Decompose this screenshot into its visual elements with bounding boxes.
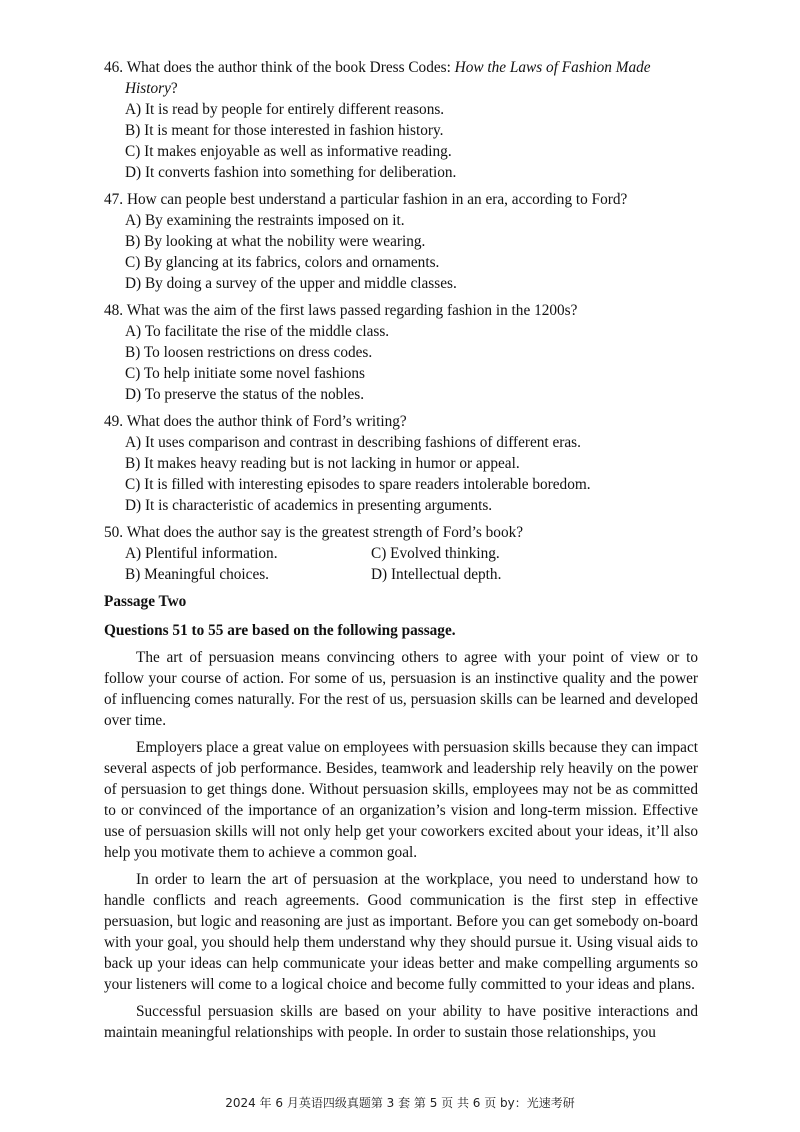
question-48 [104, 300, 698, 405]
question-number: 46. [104, 59, 124, 76]
option-d: D) It converts fashion into something for deliberation. [125, 164, 457, 181]
question-46 [104, 57, 698, 183]
option-c: C) To help initiate some novel fashions [125, 365, 365, 382]
option-c: C) It is filled with interesting episodes to spare readers intolerable boredom. [125, 476, 591, 493]
question-stem: 46. What does the author think of the book Dress Codes: How the Laws of Fashion Made History? [104, 59, 651, 97]
passage-paragraph: In order to learn the art of persuasion at the workplace, you need to understand how to handle conflicts and reach agreements. Good communication is the first step in effective persuasion, but logic and reasoning are just as important. Before you can get somebody on-board with your goal, you should help them understand why they should pursue it. Using visual aids to back up your ideas can help communicate your ideas better and make compelling arguments so your listeners will come to a logical choice and become fully committed to your ideas and plans. [104, 871, 698, 993]
options-list [104, 210, 698, 294]
options-list [104, 321, 698, 405]
option-d: D) By doing a survey of the upper and middle classes. [125, 275, 457, 292]
option-c: C) By glancing at its fabrics, colors and ornaments. [125, 254, 440, 271]
option-a: A) To facilitate the rise of the middle class. [125, 323, 390, 340]
passage-paragraph: Employers place a great value on employees with persuasion skills because they can impact several aspects of job performance. Besides, teamwork and leadership rely heavily on the power of persuasion to get things done. Without persuasion skills, employees may not be as committed to or convinced of the importance of an organization’s vision and long-term mission. Effective use of persuasion skills will not only help get your coworkers excited about your ideas, it’ll also help you motivate them to achieve a common goal. [104, 739, 698, 861]
question-number: 47. [104, 191, 124, 208]
question-stem: 48. What was the aim of the first laws passed regarding fashion in the 1200s? [104, 302, 578, 319]
question-47 [104, 189, 698, 294]
option-b: B) By looking at what the nobility were wearing. [125, 233, 426, 250]
page-footer: 2024 年 6 月英语四级真题第 3 套 第 5 页 共 6 页 by：光速考研 [225, 1096, 575, 1110]
options-list [104, 99, 698, 183]
option-d: D) Intellectual depth. [371, 566, 502, 583]
option-d: D) To preserve the status of the nobles. [125, 386, 365, 403]
option-a: A) By examining the restraints imposed on it. [125, 212, 405, 229]
question-stem: 50. What does the author say is the greatest strength of Ford’s book? [104, 524, 524, 541]
option-b: B) It is meant for those interested in fashion history. [125, 122, 444, 139]
question-stem: 47. How can people best understand a particular fashion in an era, according to Ford? [104, 191, 628, 208]
exam-page [104, 57, 698, 1043]
option-c: C) Evolved thinking. [371, 545, 500, 562]
question-49 [104, 411, 698, 516]
question-number: 50. [104, 524, 124, 541]
passage-body [104, 647, 698, 1043]
passage-title: Passage Two [104, 593, 187, 610]
option-b: B) Meaningful choices. [125, 566, 270, 583]
option-b: B) It makes heavy reading but is not lacking in humor or appeal. [125, 455, 520, 472]
question-50 [104, 522, 698, 585]
passage-paragraph: The art of persuasion means convincing others to agree with your point of view or to follow your course of action. For some of us, persuasion is an instinctive quality and the power of influencing comes naturally. For the rest of us, persuasion skills can be learned and developed over time. [104, 649, 698, 729]
passage-instructions: Questions 51 to 55 are based on the following passage. [104, 622, 456, 639]
passage-paragraph: Successful persuasion skills are based on your ability to have positive interactions and maintain meaningful relationships with people. In order to sustain those relationships, you [104, 1003, 698, 1041]
question-number: 48. [104, 302, 124, 319]
options-grid [104, 543, 698, 585]
option-a: A) It uses comparison and contrast in describing fashions of different eras. [125, 434, 581, 451]
book-title: How the Laws of Fashion Made History [125, 59, 651, 97]
question-stem: 49. What does the author think of Ford’s writing? [104, 413, 407, 430]
option-c: C) It makes enjoyable as well as informative reading. [125, 143, 452, 160]
option-d: D) It is characteristic of academics in presenting arguments. [125, 497, 493, 514]
option-a: A) Plentiful information. [125, 545, 278, 562]
options-list [104, 432, 698, 516]
question-number: 49. [104, 413, 124, 430]
option-a: A) It is read by people for entirely different reasons. [125, 101, 445, 118]
option-b: B) To loosen restrictions on dress codes. [125, 344, 373, 361]
